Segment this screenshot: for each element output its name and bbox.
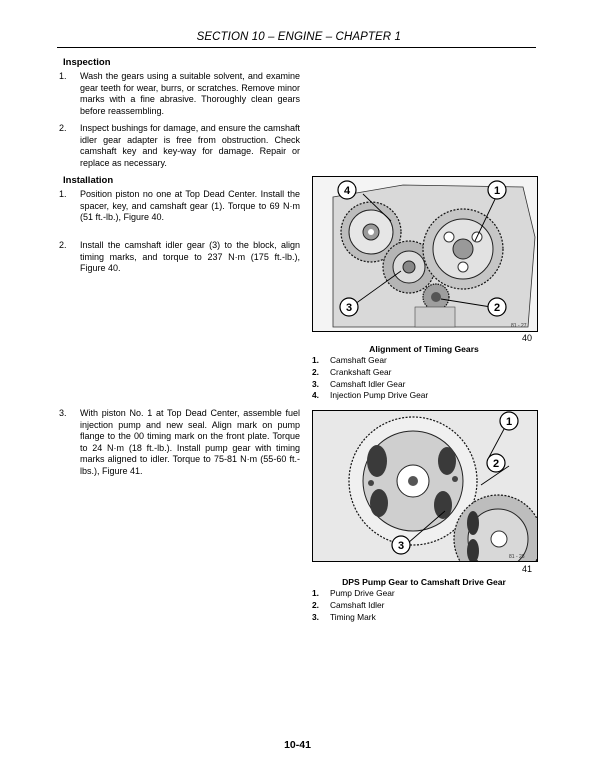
callout-1 [500, 412, 518, 430]
svg-text:2: 2 [493, 302, 501, 314]
step-number: 2. [59, 240, 67, 250]
svg-text:3: 3 [345, 302, 353, 314]
figure-40-timing-gears-image [312, 176, 538, 332]
step-number: 3. [59, 408, 67, 418]
step-text: Position piston no one at Top Dead Center. Install the spacer, key, and camshaft gear (1). Torque to 69 N·m (51 ft.-lb.), Figure 40. [80, 189, 300, 223]
page-number: 10-41 [284, 739, 311, 751]
step-number: 2. [59, 123, 67, 133]
svg-text:3: 3 [397, 540, 405, 552]
installation-step-3 [59, 408, 300, 478]
step-text: Wash the gears using a suitable solvent, and examine gear teeth for wear, burrs, or scratches. Remove minor marks with a fine abrasive. Thoroughly clean gears before reassembling. [80, 71, 300, 116]
callout-2 [487, 454, 505, 472]
callout-2 [488, 298, 506, 316]
header-rule [57, 47, 536, 48]
section-header: SECTION 10 – ENGINE – CHAPTER 1 [196, 31, 401, 43]
callout-4 [338, 181, 356, 199]
inspection-step-1 [59, 71, 300, 117]
step-text: Install the camshaft idler gear (3) to the block, align timing marks, and torque to 237 N·m (175 ft.-lb.), Figure 40. [80, 240, 300, 274]
figure-41-number: 41 [522, 564, 533, 574]
step-text: With piston No. 1 at Top Dead Center, assemble fuel injection pump and new seal. Align mark on pump flange to the 00 timing mark on the front plate. Torque to 24 N·m (18 ft.-lb.). Install pump gear with timing marks aligned to idler. Torque to 75-81 N·m (55-60 ft.-lbs.), Figure 41. [80, 408, 300, 476]
timing-gears-illustration [313, 177, 537, 331]
svg-text:1: 1 [493, 185, 501, 197]
svg-text:1: 1 [505, 416, 513, 428]
gear-1-outline [423, 209, 503, 289]
figure-code: 81 - 27 [511, 323, 527, 329]
installation-heading: Installation [63, 175, 114, 186]
figure-41-pump-gear-image [312, 410, 538, 562]
callout-3 [340, 298, 358, 316]
figure-code: 81 - 28 [509, 554, 525, 560]
inspection-step-2 [59, 123, 300, 169]
gear-2-outline [423, 284, 449, 310]
pump-gear-illustration [313, 411, 537, 561]
figure-41-title: DPS Pump Gear to Camshaft Drive Gear [342, 577, 506, 587]
svg-text:2: 2 [492, 458, 500, 470]
callout-1 [488, 181, 506, 199]
installation-step-2 [59, 240, 300, 275]
inspection-heading: Inspection [63, 57, 111, 68]
installation-step-1 [59, 189, 300, 224]
step-text: Inspect bushings for damage, and ensure the camshaft idler gear adapter is free from obstruction. Check camshaft key and key-way for damage. Repair or replace as necessary. [80, 123, 300, 168]
step-number: 1. [59, 189, 67, 199]
figure-40-number: 40 [522, 333, 533, 343]
step-number: 1. [59, 71, 67, 81]
svg-text:4: 4 [343, 185, 351, 197]
figure-40-title: Alignment of Timing Gears [369, 344, 479, 354]
callout-3 [392, 536, 410, 554]
